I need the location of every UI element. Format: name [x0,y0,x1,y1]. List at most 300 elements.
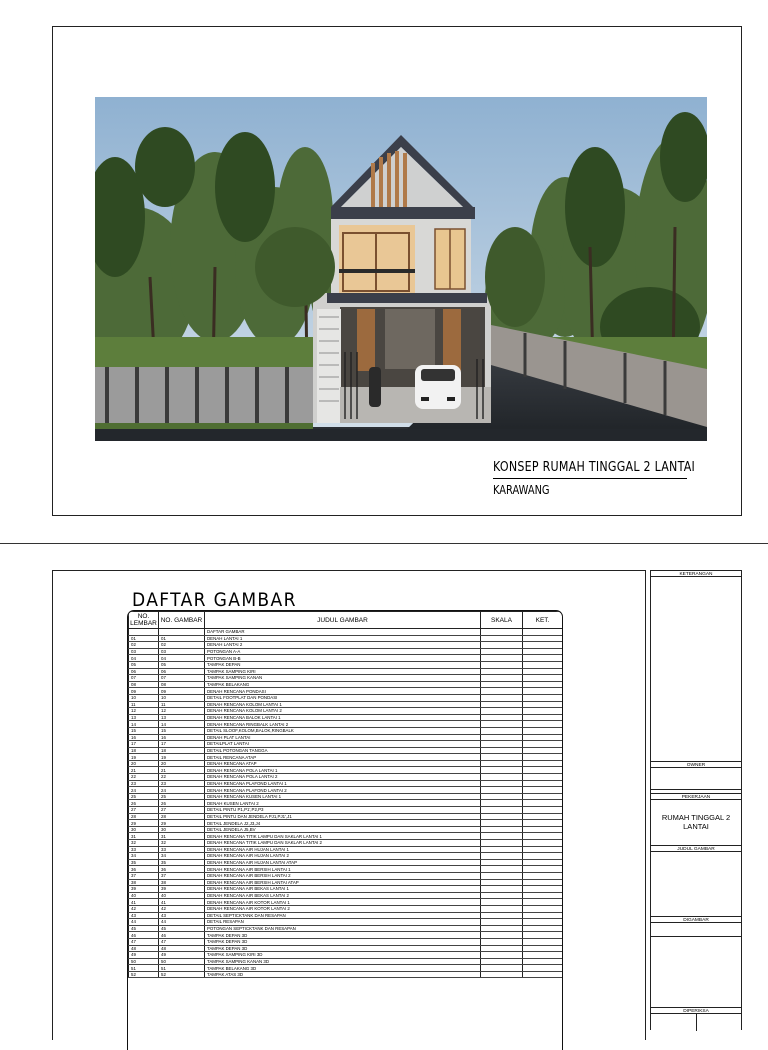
cell-no-gambar: 05 [159,661,205,668]
cell-judul-gambar: DETAIL JENDELA J5,BV [205,826,481,833]
cell-judul-gambar: DENAH LANTAI 1 [205,635,481,642]
cell-ket [523,905,563,912]
header-judul-gambar: JUDUL GAMBAR [205,612,481,629]
cell-ket [523,800,563,807]
owner-divider [651,789,741,790]
cell-judul-gambar: DENAH RENCANA AIR BEKAS LANTAI 2 [205,892,481,899]
cell-no-gambar: 14 [159,721,205,728]
cell-judul-gambar: DENAH RENCANA PLAFOND LANTAI 1 [205,780,481,787]
title-block [650,570,742,1030]
table-row [129,694,563,701]
cell-no-gambar: 10 [159,694,205,701]
diperiksa-label: DIPERIKSA [651,1007,741,1014]
cell-ket [523,932,563,939]
cell-no-lembar: 49 [129,952,159,959]
cell-ket [523,681,563,688]
table-row [129,840,563,847]
cell-no-gambar: 35 [159,859,205,866]
cell-skala [481,780,523,787]
cell-ket [523,899,563,906]
cell-no-gambar: 04 [159,655,205,662]
cell-skala [481,952,523,959]
cell-skala [481,892,523,899]
cell-ket [523,912,563,919]
cell-no-gambar: 34 [159,853,205,860]
table-row [129,727,563,734]
drawing-list-frame [52,570,646,1040]
cell-ket [523,701,563,708]
cell-no-lembar: 08 [129,681,159,688]
cell-skala [481,826,523,833]
cell-ket [523,767,563,774]
table-row [129,681,563,688]
cell-judul-gambar: DETAIL JENDELA J2,J3,J4 [205,820,481,827]
cell-no-lembar: 43 [129,912,159,919]
table-row [129,826,563,833]
cell-no-gambar: 31 [159,833,205,840]
cell-no-lembar: 16 [129,734,159,741]
cell-no-gambar: 18 [159,747,205,754]
owner-label: OWNER [651,761,741,768]
cell-judul-gambar: DENAH RENCANA AIR KOTOR LANTAI 2 [205,905,481,912]
cell-ket [523,721,563,728]
cell-no-gambar: 12 [159,708,205,715]
cell-no-gambar: 41 [159,899,205,906]
cell-judul-gambar: DENAH RENCANA ATAP [205,760,481,767]
table-row [129,879,563,886]
table-row [129,648,563,655]
cell-no-gambar: 21 [159,767,205,774]
cell-no-gambar: 03 [159,648,205,655]
cell-no-lembar: 03 [129,648,159,655]
cell-ket [523,938,563,945]
cell-ket [523,629,563,636]
cell-no-lembar: 06 [129,668,159,675]
cell-ket [523,694,563,701]
cell-no-lembar: 04 [129,655,159,662]
judul-gambar-label: JUDUL GAMBAR [651,845,741,852]
cell-no-gambar: 52 [159,971,205,978]
cell-no-lembar: 30 [129,826,159,833]
drawing-list-body [129,629,563,978]
cell-no-gambar: 49 [159,952,205,959]
cell-judul-gambar: TAMPAK SAMPING KANAN [205,675,481,682]
cell-no-lembar: 34 [129,853,159,860]
table-row [129,629,563,636]
cell-ket [523,945,563,952]
cell-judul-gambar: DETAIL PINTU DAN JENDELA PJ1,PJ1',J1 [205,813,481,820]
cell-skala [481,655,523,662]
cell-skala [481,813,523,820]
cell-ket [523,675,563,682]
header-no-gambar: NO. GAMBAR [159,612,205,629]
cell-no-gambar: 36 [159,866,205,873]
cell-skala [481,912,523,919]
cell-no-lembar: 39 [129,886,159,893]
cell-no-lembar: 18 [129,747,159,754]
cell-judul-gambar: DENAH RENCANA KOLOM LANTAI 2 [205,708,481,715]
cell-ket [523,846,563,853]
table-row [129,965,563,972]
cell-skala [481,787,523,794]
cell-no-gambar: 43 [159,912,205,919]
cell-no-lembar: 15 [129,727,159,734]
cell-judul-gambar: DENAH RENCANA RINGBALK LANTAI 2 [205,721,481,728]
cell-no-lembar: 13 [129,714,159,721]
cell-ket [523,813,563,820]
table-row [129,958,563,965]
cell-ket [523,886,563,893]
cell-skala [481,899,523,906]
cell-judul-gambar: POTONGAN A-A [205,648,481,655]
cell-skala [481,688,523,695]
cell-skala [481,938,523,945]
cell-ket [523,741,563,748]
table-row [129,820,563,827]
cell-ket [523,820,563,827]
keterangan-label: KETERANGAN [651,570,741,577]
cell-judul-gambar: DENAH RENCANA POLA LANTAI 1 [205,767,481,774]
cell-no-gambar: 09 [159,688,205,695]
cell-skala [481,675,523,682]
cell-no-lembar: 07 [129,675,159,682]
house-render-image [95,97,707,441]
cell-no-lembar: 47 [129,938,159,945]
cell-ket [523,734,563,741]
cell-no-gambar: 47 [159,938,205,945]
cell-judul-gambar: DENAH RENCANA AIR HUJAN LANTAI 1 [205,846,481,853]
cell-skala [481,727,523,734]
cell-no-lembar: 23 [129,780,159,787]
cell-skala [481,734,523,741]
cell-skala [481,932,523,939]
cell-ket [523,727,563,734]
cell-no-lembar: 24 [129,787,159,794]
cell-judul-gambar: TAMPAK DEPAN 3D [205,938,481,945]
cell-no-gambar: 20 [159,760,205,767]
cell-skala [481,820,523,827]
table-row [129,754,563,761]
cell-judul-gambar: TAMPAK SAMPING KIRI [205,668,481,675]
cell-skala [481,859,523,866]
cell-no-lembar: 29 [129,820,159,827]
cell-skala [481,905,523,912]
header-no-lembar: NO. LEMBAR [130,613,157,627]
table-row [129,787,563,794]
cell-no-gambar: 29 [159,820,205,827]
cell-judul-gambar: DENAH RENCANA TITIK LAMPU DAN SAKLAR LANTAI 1 [205,833,481,840]
cell-no-gambar: 07 [159,675,205,682]
table-row [129,945,563,952]
cell-no-lembar: 45 [129,925,159,932]
cell-judul-gambar: DENAH RENCANA KOLOM LANTAI 1 [205,701,481,708]
cell-skala [481,668,523,675]
drawing-list-table-container [127,610,563,1050]
cell-no-lembar: 41 [129,899,159,906]
cell-no-lembar: 50 [129,958,159,965]
cell-ket [523,668,563,675]
table-row [129,807,563,814]
cell-ket [523,971,563,978]
table-row [129,892,563,899]
cell-judul-gambar: TAMPAK BELAKANG [205,681,481,688]
diperiksa-divider [696,1014,697,1031]
table-row [129,780,563,787]
cell-no-gambar: 48 [159,945,205,952]
drawing-list-sheet [0,543,768,1025]
cell-ket [523,780,563,787]
table-row [129,688,563,695]
cell-judul-gambar: DETAIL RENCANA ATAP [205,754,481,761]
cover-sheet [52,26,742,516]
cell-ket [523,853,563,860]
cell-skala [481,971,523,978]
cell-no-lembar: 12 [129,708,159,715]
cell-judul-gambar: DENAH RENCANA AIR HUJAN LANTAI ATAP [205,859,481,866]
cell-no-lembar: 37 [129,872,159,879]
cell-no-lembar: 28 [129,813,159,820]
cell-no-gambar: 39 [159,886,205,893]
cell-judul-gambar: TAMPAK DEPAN [205,661,481,668]
cell-no-lembar: 20 [129,760,159,767]
cell-skala [481,793,523,800]
cell-no-lembar: 10 [129,694,159,701]
cell-no-gambar: 24 [159,787,205,794]
cell-no-gambar: 08 [159,681,205,688]
cell-judul-gambar: DETAIL SLOOF,KOLOM,BALOK,RINGBALK [205,727,481,734]
table-row [129,774,563,781]
cell-no-lembar: 01 [129,635,159,642]
cell-skala [481,754,523,761]
cell-judul-gambar: DENAH RENCANA AIR HUJAN LANTAI 2 [205,853,481,860]
cell-ket [523,747,563,754]
table-row [129,800,563,807]
cell-no-lembar: 02 [129,642,159,649]
cell-ket [523,826,563,833]
cell-no-lembar: 17 [129,741,159,748]
cell-no-gambar: 13 [159,714,205,721]
cell-no-lembar: 11 [129,701,159,708]
cell-skala [481,846,523,853]
table-row [129,767,563,774]
cell-ket [523,840,563,847]
cell-skala [481,629,523,636]
cell-ket [523,892,563,899]
cell-judul-gambar: DETAIL SEPTICKTANK DAN RESAPAN [205,912,481,919]
cell-no-gambar: 16 [159,734,205,741]
cell-ket [523,754,563,761]
table-row [129,813,563,820]
cell-judul-gambar: DENAH RENCANA AIR BERSIH LANTAI ATAP [205,879,481,886]
table-row [129,938,563,945]
cell-judul-gambar: DENAH RENCANA TITIK LAMPU DAN SAKLAR LANTAI 2 [205,840,481,847]
cell-no-gambar: 25 [159,793,205,800]
cell-judul-gambar: POTONGAN B-B [205,655,481,662]
cell-judul-gambar: DETAIL PINTU P1,P1',P2,P3 [205,807,481,814]
cell-skala [481,807,523,814]
cell-skala [481,681,523,688]
cell-no-lembar: 33 [129,846,159,853]
cell-skala [481,701,523,708]
table-row [129,866,563,873]
cell-skala [481,721,523,728]
pekerjaan-value: RUMAH TINGGAL 2 LANTAI [661,813,731,831]
cell-no-gambar: 26 [159,800,205,807]
cell-ket [523,952,563,959]
cell-judul-gambar: DENAH RENCANA AIR BERSIH LANTAI 2 [205,872,481,879]
cover-title-underline [493,478,687,479]
table-row [129,708,563,715]
table-row [129,952,563,959]
cell-skala [481,642,523,649]
cell-ket [523,661,563,668]
cell-no-lembar: 35 [129,859,159,866]
table-row [129,846,563,853]
cell-judul-gambar: DETAIL FOOTPLAT DAN PONDASI [205,694,481,701]
table-row [129,635,563,642]
cell-no-lembar: 44 [129,919,159,926]
cell-skala [481,661,523,668]
cell-no-gambar [159,629,205,636]
table-row [129,675,563,682]
header-skala: SKALA [481,612,523,629]
cell-no-gambar: 50 [159,958,205,965]
cell-judul-gambar: POTONGAN SEPTICKTANK DAN RESAPAN [205,925,481,932]
cell-no-lembar [129,629,159,636]
drawing-list-title: DAFTAR GAMBAR [132,589,297,611]
cell-skala [481,774,523,781]
cell-no-gambar: 06 [159,668,205,675]
cell-ket [523,648,563,655]
cell-no-gambar: 22 [159,774,205,781]
cell-no-lembar: 19 [129,754,159,761]
cell-no-lembar: 42 [129,905,159,912]
cell-skala [481,866,523,873]
cell-no-lembar: 25 [129,793,159,800]
cell-no-lembar: 09 [129,688,159,695]
cell-judul-gambar: TAMPAK ATAS 3D [205,971,481,978]
cell-no-gambar: 27 [159,807,205,814]
cell-judul-gambar: DENAH RENCANA POLA LANTAI 2 [205,774,481,781]
cell-no-gambar: 01 [159,635,205,642]
cell-no-lembar: 38 [129,879,159,886]
cell-skala [481,708,523,715]
cell-judul-gambar: DENAH KUSEN LANTAI 2 [205,800,481,807]
cell-no-gambar: 28 [159,813,205,820]
cell-judul-gambar: DENAH RENCANA AIR BERSIH LANTAI 1 [205,866,481,873]
table-row [129,642,563,649]
table-row [129,919,563,926]
digambar-label: DIGAMBAR [651,916,741,923]
cell-skala [481,741,523,748]
table-row [129,932,563,939]
cell-skala [481,833,523,840]
cell-ket [523,714,563,721]
cell-no-lembar: 14 [129,721,159,728]
cell-skala [481,714,523,721]
cell-ket [523,958,563,965]
cell-skala [481,879,523,886]
cell-no-gambar: 02 [159,642,205,649]
header-ket: KET. [523,612,563,629]
table-row [129,859,563,866]
table-row [129,886,563,893]
cell-skala [481,919,523,926]
cell-judul-gambar: DENAH RENCANA PLAFOND LANTAI 2 [205,787,481,794]
cell-skala [481,886,523,893]
cell-skala [481,648,523,655]
cell-judul-gambar: DENAH RENCANA AIR KOTOR LANTAI 1 [205,899,481,906]
cell-ket [523,688,563,695]
table-row [129,872,563,879]
cell-no-lembar: 40 [129,892,159,899]
table-row [129,668,563,675]
cell-judul-gambar: DETAILPLAT LANTAI [205,741,481,748]
cell-skala [481,965,523,972]
cell-skala [481,747,523,754]
table-row [129,971,563,978]
table-row [129,912,563,919]
cover-title: KONSEP RUMAH TINGGAL 2 LANTAI [493,459,696,475]
cell-judul-gambar: DETAIL POTONGAN TANGGA [205,747,481,754]
table-row [129,899,563,906]
cell-skala [481,767,523,774]
cell-skala [481,694,523,701]
cell-skala [481,958,523,965]
cell-judul-gambar: TAMPAK SAMPING KANAN 3D [205,958,481,965]
cell-no-gambar: 37 [159,872,205,879]
table-row [129,833,563,840]
cell-no-lembar: 21 [129,767,159,774]
cell-no-gambar: 30 [159,826,205,833]
cell-no-gambar: 46 [159,932,205,939]
cell-no-gambar: 23 [159,780,205,787]
cell-ket [523,655,563,662]
drawing-list-table [128,611,563,978]
cell-judul-gambar: DENAH RENCANA AIR BEKAS LANTAI 1 [205,886,481,893]
table-row [129,661,563,668]
cell-skala [481,840,523,847]
cell-ket [523,919,563,926]
cell-ket [523,793,563,800]
cell-no-gambar: 51 [159,965,205,972]
table-row [129,925,563,932]
cover-subtitle: KARAWANG [493,483,550,497]
cell-no-gambar: 15 [159,727,205,734]
cell-no-lembar: 52 [129,971,159,978]
cell-skala [481,635,523,642]
cell-judul-gambar: DETAIL RESAPAN [205,919,481,926]
cell-judul-gambar: TAMPAK DEPAN 3D [205,932,481,939]
cell-no-lembar: 51 [129,965,159,972]
cell-ket [523,635,563,642]
cell-ket [523,965,563,972]
cell-no-gambar: 40 [159,892,205,899]
cell-no-lembar: 36 [129,866,159,873]
table-row [129,701,563,708]
table-row [129,747,563,754]
pekerjaan-label: PEKERJAAN [651,793,741,800]
cell-skala [481,853,523,860]
cell-no-lembar: 26 [129,800,159,807]
cell-skala [481,925,523,932]
cell-ket [523,774,563,781]
cell-no-gambar: 38 [159,879,205,886]
cell-ket [523,872,563,879]
table-header-row [129,612,563,629]
cell-no-lembar: 22 [129,774,159,781]
cell-ket [523,708,563,715]
